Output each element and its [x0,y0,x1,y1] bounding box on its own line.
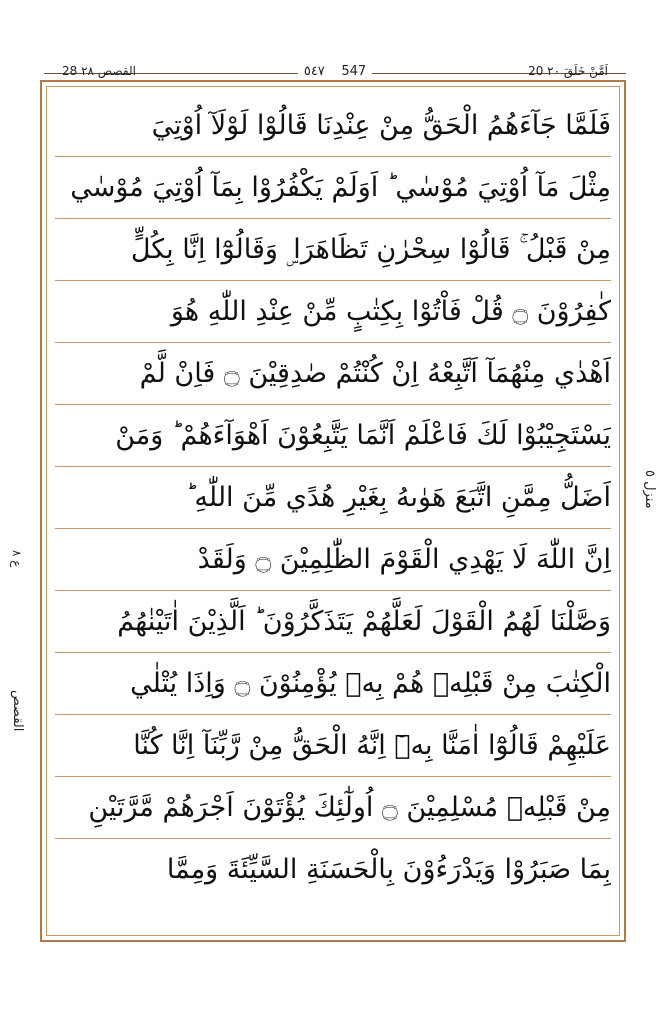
verse-line: اَضَلُّ مِمَّنِ اتَّبَعَ هَوٰىهُ بِغَيْرِ هُدًي مِّنَ اللّٰهِ ؕ [55,467,611,529]
page-number-latin: 547 [341,64,367,79]
verse-line: اِنَّ اللّٰهَ لَا يَهْدِي الْقَوْمَ الظّٰلِمِيْنَ ۝ وَلَقَدْ [55,529,611,591]
verse-line: كٰفِرُوْنَ ۝ قُلْ فَاْتُوْا بِكِتٰبٍ مِّنْ عِنْدِ اللّٰهِ هُوَ [55,281,611,343]
verse-line: مِنْ قَبْلِهٖ مُسْلِمِيْنَ ۝ اُولٰٓئِكَ يُؤْتَوْنَ اَجْرَهُمْ مَّرَّتَيْنِ [55,777,611,839]
verse-line: فَلَمَّا جَآءَهُمُ الْحَقُّ مِنْ عِنْدِنَا قَالُوْا لَوْلَآ اُوْتِيَ [55,95,611,157]
verse-line: وَصَّلْنَا لَهُمُ الْقَوْلَ لَعَلَّهُمْ يَتَذَكَّرُوْنَ ؕ اَلَّذِيْنَ اٰتَيْنٰهُمُ [55,591,611,653]
text-frame [40,80,626,942]
verse-line: مِنْ قَبْلُ ۚ قَالُوْا سِحْرٰنِ تَظَاهَرَا ۣ وَقَالُوْٓا اِنَّا بِكُلٍّ [55,219,611,281]
page-header [44,62,626,82]
verse-line: بِمَا صَبَرُوْا وَيَدْرَءُوْنَ بِالْحَسَنَةِ السَّيِّئَةَ وَمِمَّا [166,854,611,885]
surah-margin-label: القصص [10,690,25,732]
text-frame-inner [46,86,620,936]
page-number [298,64,372,79]
manzil-marker: منزل ٥ [642,470,657,509]
verse-line: مِثْلَ مَآ اُوْتِيَ مُوْسٰي ؕ اَوَلَمْ يَكْفُرُوْا بِمَآ اُوْتِيَ مُوْسٰي [55,157,611,219]
page-number-arabic: ٥٤٧ [303,64,325,79]
verse-line: يَسْتَجِيْبُوْا لَكَ فَاعْلَمْ اَنَّمَا يَتَّبِعُوْنَ اَهْوَآءَهُمْ ؕ وَمَنْ [55,405,611,467]
verse-line: الْكِتٰبَ مِنْ قَبْلِهٖ هُمْ بِهٖ يُؤْمِنُوْنَ ۝ وَاِذَا يُتْلٰي [55,653,611,715]
verse-line: عَلَيْهِمْ قَالُوْٓا اٰمَنَّا بِهٖٓ اِنَّهُ الْحَقُّ مِنْ رَّبِّنَآ اِنَّا كُنَّا [55,715,611,777]
surah-label: 28 القصص ٢٨ [62,64,136,78]
verse-line: اَهْدٰي مِنْهُمَآ اَتَّبِعْهُ اِنْ كُنْتُمْ صٰدِقِيْنَ ۝ فَاِنْ لَّمْ [55,343,611,405]
juz-label: 20 اَمَّنْ خَلَقَ ٢٠ [528,64,608,78]
ruku-marker: ع ٨ [10,550,24,568]
